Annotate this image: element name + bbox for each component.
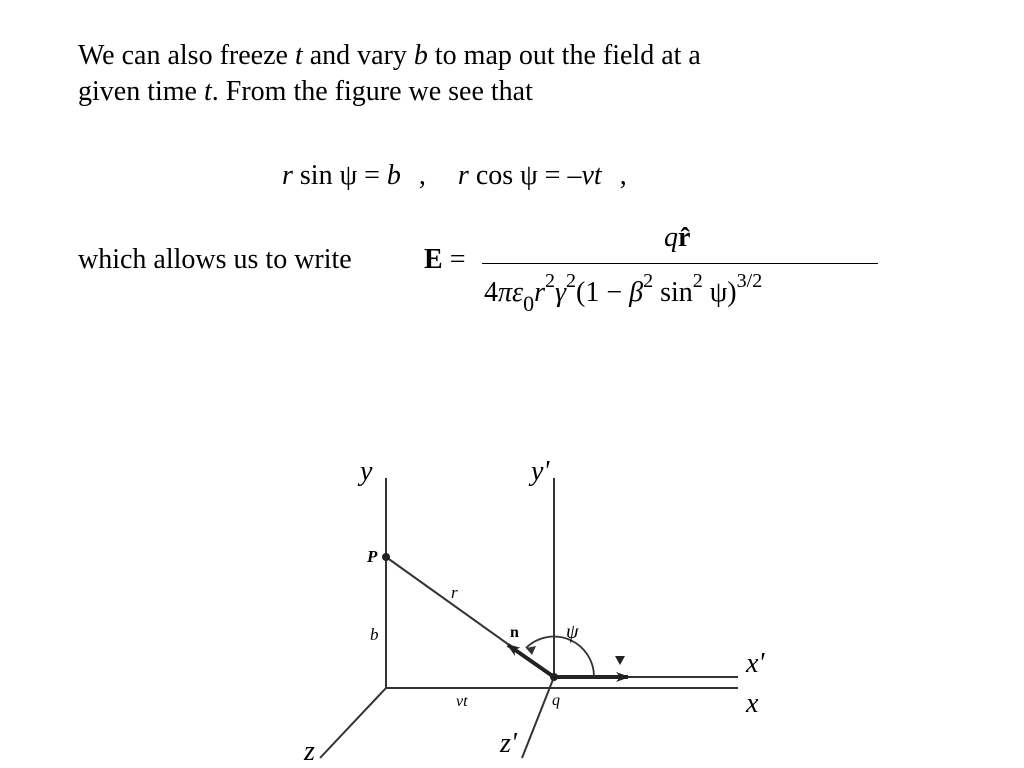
den-4: 4	[484, 277, 498, 308]
comma: ,	[619, 160, 627, 191]
text-segment: and vary	[302, 40, 414, 71]
text-segment: to map out the field at a	[427, 40, 701, 71]
den-open: (1 −	[576, 277, 630, 308]
den-exp-3-2: 3/2	[736, 270, 763, 292]
unit-vector-r: r̂	[678, 222, 691, 253]
den-r: r	[534, 277, 545, 308]
den-psi: ψ)	[702, 277, 737, 308]
den-exp: 2	[692, 270, 703, 292]
text-segment: given time	[78, 76, 204, 107]
point-P	[382, 553, 390, 561]
text-segment: We can also freeze	[78, 40, 295, 71]
den-sin: sin	[653, 277, 693, 308]
z-prime-axis	[522, 677, 554, 758]
label-vt: vt	[456, 693, 468, 710]
comma: ,	[418, 160, 426, 191]
label-q: q	[552, 692, 560, 709]
label-x-prime: x'	[746, 648, 765, 679]
variable-vt: vt	[581, 160, 602, 191]
z-axis	[320, 688, 386, 758]
text-segment: . From the figure we see that	[211, 76, 533, 107]
variable-t: t	[294, 40, 303, 71]
variable-b: b	[413, 40, 428, 71]
variable-q: q	[664, 222, 678, 253]
label-y-prime: y'	[531, 456, 550, 487]
den-beta: β	[629, 277, 644, 308]
den-exp: 2	[643, 270, 654, 292]
den-exp: 2	[566, 270, 577, 292]
charge-q	[550, 673, 558, 681]
label-P: P	[367, 547, 378, 566]
variable-b: b	[386, 160, 401, 191]
label-z: z	[304, 736, 315, 767]
equals-sign: =	[442, 244, 466, 275]
den-subscript-0: 0	[523, 291, 535, 316]
label-b: b	[370, 625, 379, 644]
equation-lead-text: which allows us to write	[78, 244, 352, 275]
label-r: r	[451, 583, 458, 602]
variable-r: r	[282, 160, 293, 191]
vector-E: E	[424, 244, 443, 275]
label-y: y	[360, 456, 373, 487]
psi-angle-arc	[526, 637, 594, 677]
den-exp: 2	[544, 270, 555, 292]
den-gamma: γ	[554, 277, 567, 308]
label-n: n	[510, 624, 519, 641]
v-marker	[615, 656, 625, 665]
label-z-prime: z'	[500, 728, 517, 759]
label-psi: ψ	[566, 621, 579, 643]
sin-term: sin ψ =	[292, 160, 387, 191]
cos-term: cos ψ = –	[468, 160, 582, 191]
label-x: x	[746, 688, 759, 719]
variable-r: r	[457, 160, 469, 191]
variable-t: t	[203, 76, 212, 107]
den-pi-epsilon: πε	[498, 277, 524, 308]
